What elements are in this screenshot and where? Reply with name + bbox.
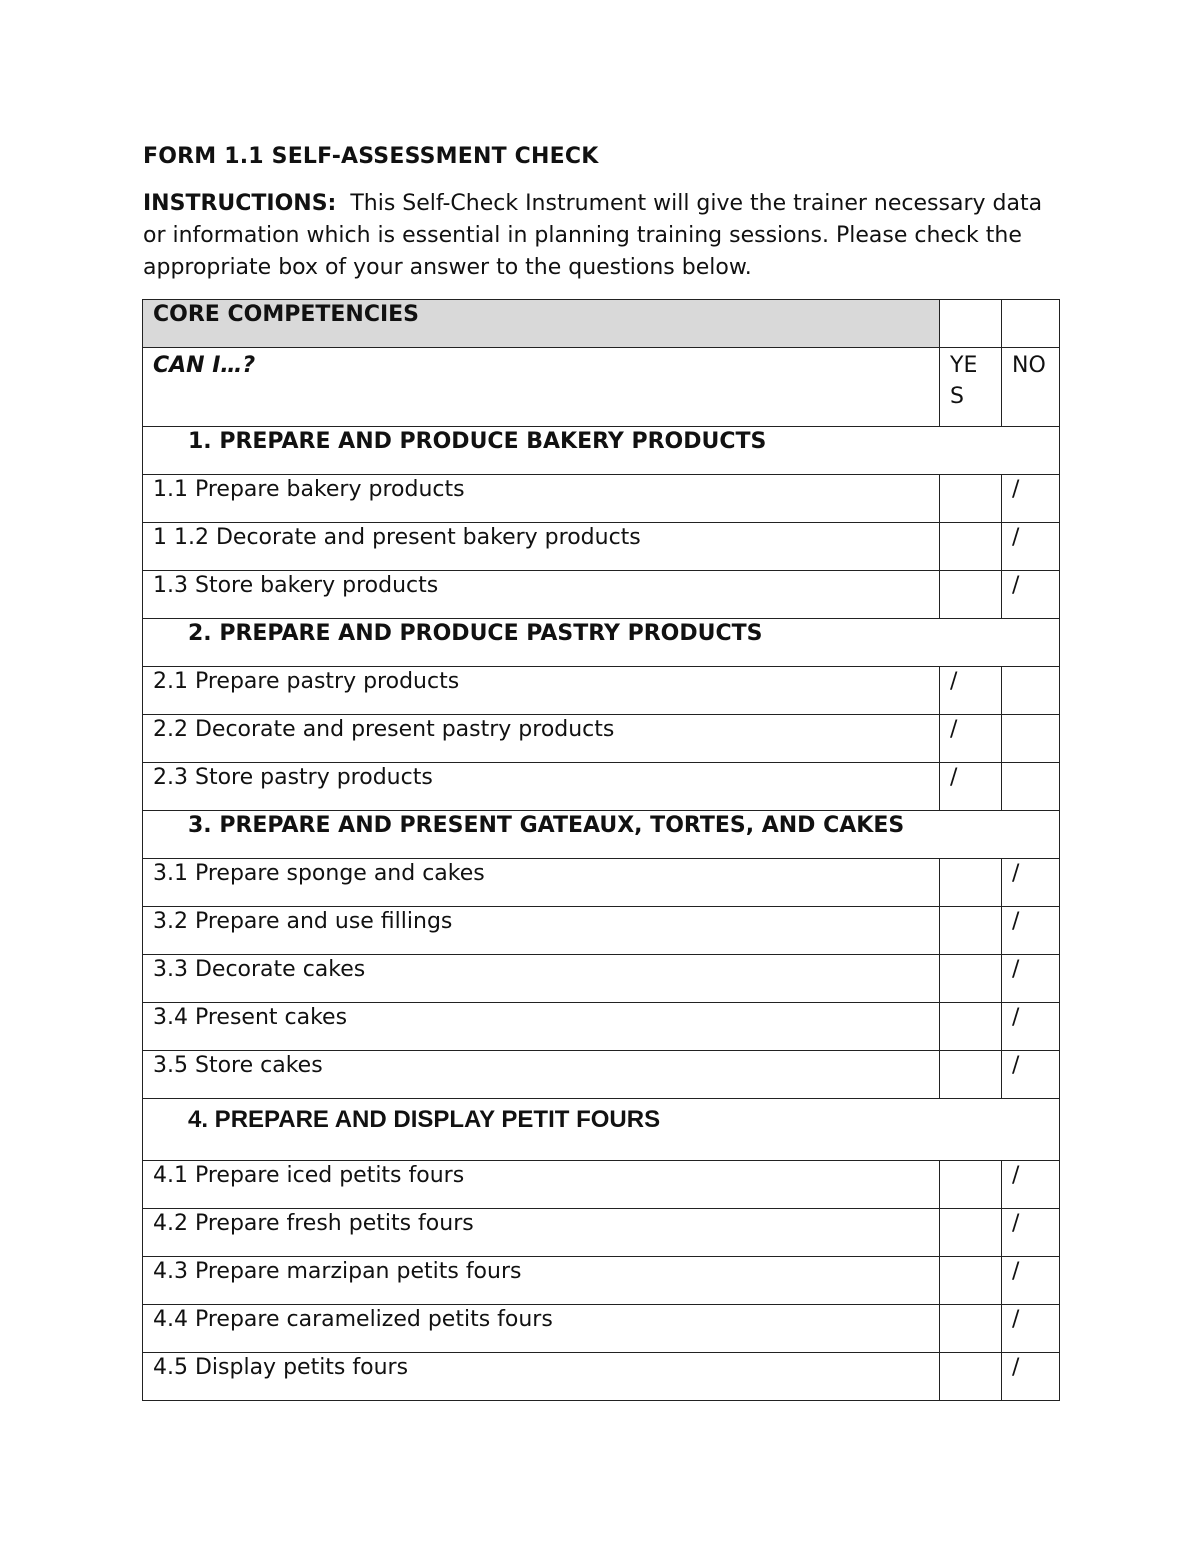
yes-checkbox-cell[interactable]: / — [940, 715, 1002, 763]
header-blank-cell — [1002, 300, 1060, 348]
no-checkbox-cell[interactable]: / — [1002, 523, 1060, 571]
yes-checkbox-cell[interactable] — [940, 1305, 1002, 1353]
no-checkbox-cell[interactable]: / — [1002, 955, 1060, 1003]
competency-label: 4.1 Prepare iced petits fours — [143, 1161, 940, 1209]
table-row — [143, 955, 1060, 1003]
table-row — [143, 1305, 1060, 1353]
competency-label: 3.5 Store cakes — [143, 1051, 940, 1099]
table-row — [143, 1003, 1060, 1051]
no-checkbox-cell[interactable]: / — [1002, 859, 1060, 907]
table-row — [143, 475, 1060, 523]
table-row — [143, 763, 1060, 811]
competency-label: 3.2 Prepare and use fillings — [143, 907, 940, 955]
section-row — [143, 1099, 1060, 1161]
form-title: FORM 1.1 SELF-ASSESSMENT CHECK — [143, 144, 599, 169]
table-row — [143, 907, 1060, 955]
can-i-label: CAN I…? — [143, 348, 940, 427]
section-title: 3. PREPARE AND PRESENT GATEAUX, TORTES, AND CAKES — [143, 811, 1060, 859]
instructions-label: INSTRUCTIONS: — [143, 191, 337, 216]
yes-checkbox-cell[interactable] — [940, 1353, 1002, 1401]
table-row — [143, 859, 1060, 907]
competency-label: 3.3 Decorate cakes — [143, 955, 940, 1003]
yes-checkbox-cell[interactable] — [940, 1161, 1002, 1209]
no-checkbox-cell[interactable]: / — [1002, 1353, 1060, 1401]
no-checkbox-cell[interactable]: / — [1002, 1051, 1060, 1099]
header-blank-cell — [940, 300, 1002, 348]
no-column-header: NO — [1002, 348, 1060, 427]
section-title: 2. PREPARE AND PRODUCE PASTRY PRODUCTS — [143, 619, 1060, 667]
self-assessment-table — [142, 299, 1060, 1401]
yes-checkbox-cell[interactable] — [940, 523, 1002, 571]
yes-checkbox-cell[interactable] — [940, 907, 1002, 955]
no-checkbox-cell[interactable]: / — [1002, 1257, 1060, 1305]
section-row — [143, 811, 1060, 859]
competency-label: 3.4 Present cakes — [143, 1003, 940, 1051]
yes-column-header: YES — [940, 348, 1002, 427]
table-row — [143, 1051, 1060, 1099]
section-row — [143, 427, 1060, 475]
competency-label: 1 1.2 Decorate and present bakery products — [143, 523, 940, 571]
table-row — [143, 667, 1060, 715]
competency-label: 4.5 Display petits fours — [143, 1353, 940, 1401]
competency-label: 2.3 Store pastry products — [143, 763, 940, 811]
yes-checkbox-cell[interactable]: / — [940, 763, 1002, 811]
competency-label: 2.1 Prepare pastry products — [143, 667, 940, 715]
competency-label: 1.3 Store bakery products — [143, 571, 940, 619]
table-row — [143, 1353, 1060, 1401]
yes-checkbox-cell[interactable] — [940, 1003, 1002, 1051]
yes-checkbox-cell[interactable] — [940, 1257, 1002, 1305]
no-checkbox-cell[interactable] — [1002, 667, 1060, 715]
competency-label: 4.2 Prepare fresh petits fours — [143, 1209, 940, 1257]
no-checkbox-cell[interactable]: / — [1002, 1003, 1060, 1051]
yes-checkbox-cell[interactable]: / — [940, 667, 1002, 715]
instructions — [143, 188, 1063, 284]
table-row — [143, 1209, 1060, 1257]
no-checkbox-cell[interactable]: / — [1002, 1305, 1060, 1353]
table-row — [143, 571, 1060, 619]
no-checkbox-cell[interactable]: / — [1002, 1161, 1060, 1209]
table-row — [143, 1257, 1060, 1305]
yes-checkbox-cell[interactable] — [940, 859, 1002, 907]
yes-checkbox-cell[interactable] — [940, 571, 1002, 619]
yes-checkbox-cell[interactable] — [940, 1209, 1002, 1257]
competency-label: 3.1 Prepare sponge and cakes — [143, 859, 940, 907]
no-checkbox-cell[interactable]: / — [1002, 907, 1060, 955]
no-checkbox-cell[interactable]: / — [1002, 1209, 1060, 1257]
yes-checkbox-cell[interactable] — [940, 475, 1002, 523]
yes-checkbox-cell[interactable] — [940, 1051, 1002, 1099]
section-title: 1. PREPARE AND PRODUCE BAKERY PRODUCTS — [143, 427, 1060, 475]
question-header-row — [143, 348, 1060, 427]
table-row — [143, 715, 1060, 763]
yes-checkbox-cell[interactable] — [940, 955, 1002, 1003]
table-row — [143, 1161, 1060, 1209]
competency-label: 4.4 Prepare caramelized petits fours — [143, 1305, 940, 1353]
section-title: 4. PREPARE AND DISPLAY PETIT FOURS — [143, 1099, 1060, 1161]
instructions-text: This Self-Check Instrument will give the trainer necessary data or information which is essential in planning training sessions. Please check the appropriate box of your answer to the questions below. — [143, 191, 1043, 280]
no-checkbox-cell[interactable] — [1002, 715, 1060, 763]
competency-label: 2.2 Decorate and present pastry products — [143, 715, 940, 763]
no-checkbox-cell[interactable] — [1002, 763, 1060, 811]
core-competencies-header: CORE COMPETENCIES — [143, 300, 940, 348]
competency-label: 1.1 Prepare bakery products — [143, 475, 940, 523]
no-checkbox-cell[interactable]: / — [1002, 475, 1060, 523]
table-header-row — [143, 300, 1060, 348]
table-row — [143, 523, 1060, 571]
competency-label: 4.3 Prepare marzipan petits fours — [143, 1257, 940, 1305]
section-row — [143, 619, 1060, 667]
no-checkbox-cell[interactable]: / — [1002, 571, 1060, 619]
